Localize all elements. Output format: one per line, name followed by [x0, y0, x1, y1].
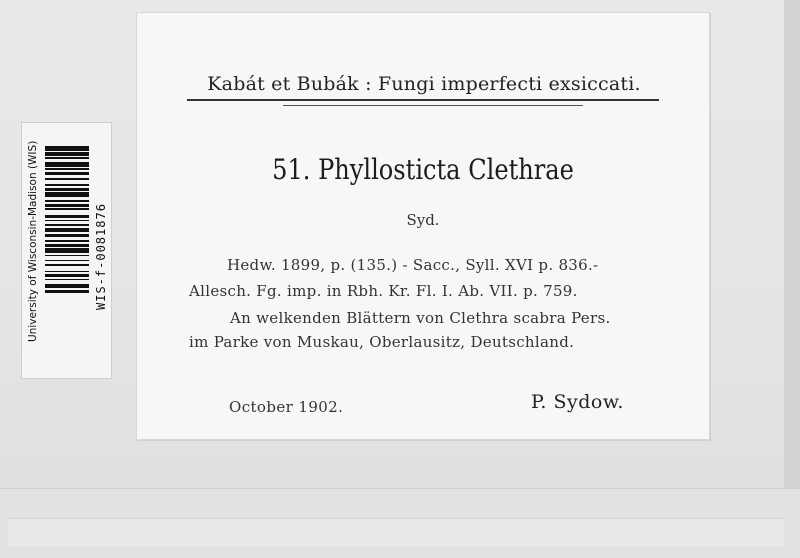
barcode-bar	[45, 248, 89, 253]
species-name: 51. Phyllosticta Clethrae	[272, 153, 574, 186]
barcode-bar	[45, 260, 89, 262]
barcode-bar	[45, 264, 89, 266]
barcode-number: WIS-f-0081876	[94, 203, 108, 311]
barcode-bar	[45, 274, 89, 277]
barcode-bar	[45, 152, 89, 155]
barcode-bar	[45, 162, 89, 167]
barcode-bar	[45, 255, 89, 257]
barcode-bar	[45, 215, 89, 218]
barcode-bar	[45, 204, 89, 207]
barcode-bar	[45, 184, 89, 186]
barcode-bar	[45, 224, 89, 226]
barcode-bar	[45, 146, 89, 151]
barcode-bar	[45, 208, 89, 210]
collection-date: October 1902.	[229, 398, 344, 416]
barcode-bar	[45, 220, 89, 222]
barcode-bar	[45, 290, 89, 293]
barcode-bar	[45, 157, 89, 159]
collector-name: P. Sydow.	[531, 391, 624, 413]
specimen-label	[136, 12, 710, 440]
barcode-bar	[45, 234, 89, 237]
barcode-bar	[45, 178, 89, 180]
reference-line-1: Hedw. 1899, p. (135.) - Sacc., Syll. XVI p. 836.-	[227, 256, 599, 274]
barcode-bar	[45, 240, 89, 242]
habitat-line-2: im Parke von Muskau, Oberlausitz, Deutschland.	[189, 333, 575, 351]
barcode-bar	[45, 188, 89, 191]
barcode	[45, 146, 89, 351]
barcode-bar	[45, 172, 89, 175]
barcode-bar	[45, 192, 89, 197]
barcode-bar	[45, 168, 89, 170]
barcode-bar	[45, 284, 89, 289]
barcode-bar	[45, 271, 89, 273]
sheet-bottom-strip	[8, 518, 784, 547]
species-author: Syd.	[406, 211, 440, 229]
exsiccata-header: Kabát et Bubák : Fungi imperfecti exsiccati.	[207, 73, 641, 95]
header-rule-thin	[283, 105, 583, 106]
institution-name: University of Wisconsin-Madison (WIS)	[27, 140, 39, 342]
barcode-bar	[45, 200, 89, 202]
reference-line-2: Allesch. Fg. imp. in Rbh. Kr. Fl. I. Ab. VII. p. 759.	[189, 282, 578, 300]
barcode-bar	[45, 279, 89, 281]
barcode-bar	[45, 244, 89, 247]
sheet-edge	[784, 0, 800, 557]
header-rule-thick	[187, 99, 659, 101]
barcode-bar	[45, 228, 89, 233]
habitat-line-1: An welkenden Blättern von Clethra scabra Pers.	[230, 309, 611, 327]
